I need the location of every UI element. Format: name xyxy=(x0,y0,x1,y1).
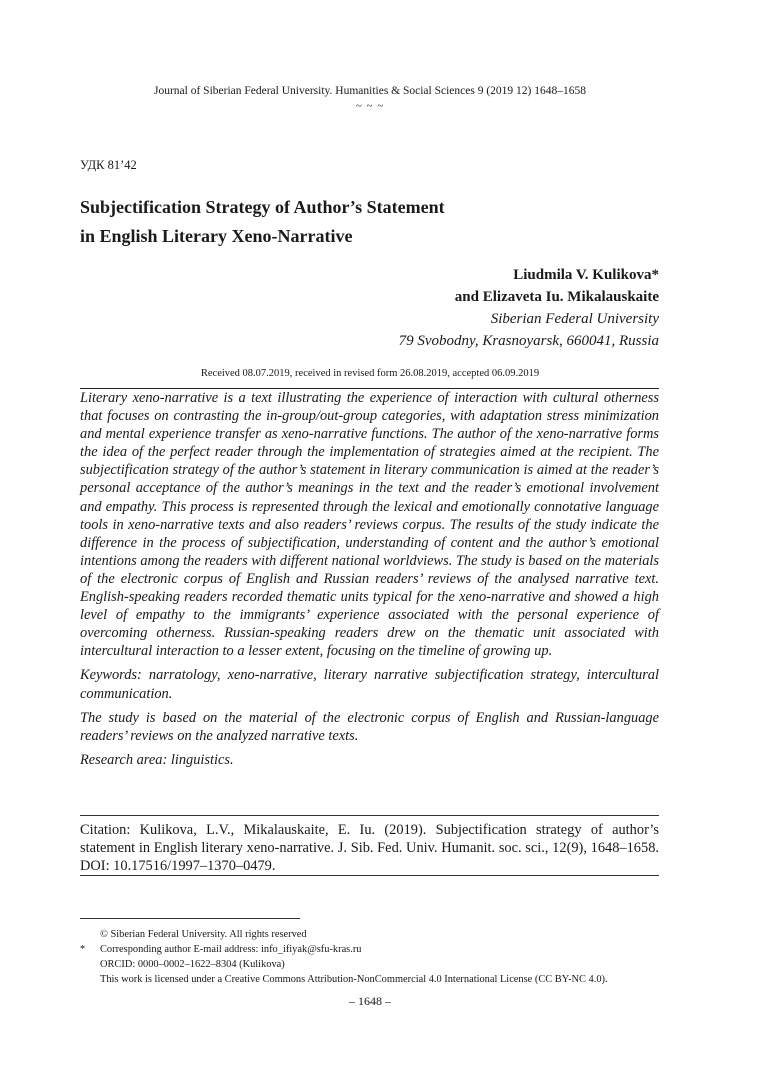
study-note: The study is based on the material of the electronic corpus of English and Russian-language readers’ reviews on the analyzed narrative texts. xyxy=(80,709,659,744)
citation-top-divider xyxy=(80,815,659,816)
footnotes xyxy=(80,927,690,987)
author-block xyxy=(399,264,659,352)
footnote-license: This work is licensed under a Creative Commons Attribution-NonCommercial 4.0 International License (CC BY-NC 4.0). xyxy=(100,974,608,985)
footnote-divider xyxy=(80,918,300,919)
keywords: Keywords: narratology, xeno-narrative, literary narrative subjectification strategy, intercultural communication. xyxy=(80,667,659,702)
title-line-2: in English Literary Xeno-Narrative xyxy=(80,226,353,246)
title-line-1: Subjectification Strategy of Author’s Statement xyxy=(80,197,445,217)
author-address: 79 Svobodny, Krasnoyarsk, 660041, Russia xyxy=(398,333,659,349)
journal-header: Journal of Siberian Federal University. Humanities & Social Sciences 9 (2019 12) 1648–1658 xyxy=(153,85,587,97)
abstract-text: Literary xeno-narrative is a text illustrating the experience of interaction with cultural otherness that focuses on contrasting the in-group/out-group categories, with adaptation stress minimization and mental experience transfer as xeno-narrative functions. The author of the xeno-narrative forms the idea of the perfect reader through the implementation of strategies aimed at the recipient. The subjectification strategy of the author’s statement in literary communication is aimed at the reader’s personal acceptance of the author’s meanings in the text and the reader’s emotional involvement and empathy. This process is represented through the lexical and emotionally connotative language tools in xeno-narrative texts and also readers’ reviews corpus. The results of the study indicate the difference in the process of subjectification, understanding of content and the author’s emotional intentions among the readers with different national worldviews. The study is based on the materials of the electronic corpus of English and Russian readers’ reviews of the analysed narrative text. English-speaking readers recorded thematic units typical for the xeno-narrative and showed a high level of empathy to the immigrants’ experience associated with the personal experience of overcoming otherness. Russian-speaking readers drew on the thematic unit associated with intercultural interaction to a lesser extent, focusing on the timeline of growing up. xyxy=(80,390,659,660)
header-ornament: ~ ~ ~ xyxy=(355,100,385,112)
citation: Citation: Kulikova, L.V., Mikalauskaite, E. Iu. (2019). Subjectification strategy of author’s statement in English literary xeno-narrative. J. Sib. Fed. Univ. Humanit. soc. sci., 12(9), 1648–1658. DOI: 10.17516/1997–1370–0479. xyxy=(80,822,659,874)
author-line-2: and Elizaveta Iu. Mikalauskaite xyxy=(454,289,659,305)
author-affiliation: Siberian Federal University xyxy=(490,311,659,327)
article-title xyxy=(80,193,445,251)
footnote-orcid: ORCID: 0000–0002–1622–8304 (Kulikova) xyxy=(100,959,285,970)
research-area: Research area: linguistics. xyxy=(80,751,234,768)
asterisk-mark: * xyxy=(80,944,86,955)
footnote-corresponding xyxy=(80,942,690,957)
abstract-section xyxy=(80,389,659,775)
received-dates: Received 08.07.2019, received in revised form 26.08.2019, accepted 06.09.2019 xyxy=(200,368,540,379)
footnote-copyright: © Siberian Federal University. All rights reserved xyxy=(100,929,307,940)
page-number: – 1648 – xyxy=(349,994,391,1008)
corresponding-email: Corresponding author E-mail address: info_ifiyak@sfu-kras.ru xyxy=(100,944,362,955)
citation-bottom-divider xyxy=(80,875,659,876)
author-line-1: Liudmila V. Kulikova* xyxy=(513,267,659,283)
udk-code: УДК 81’42 xyxy=(80,158,137,172)
